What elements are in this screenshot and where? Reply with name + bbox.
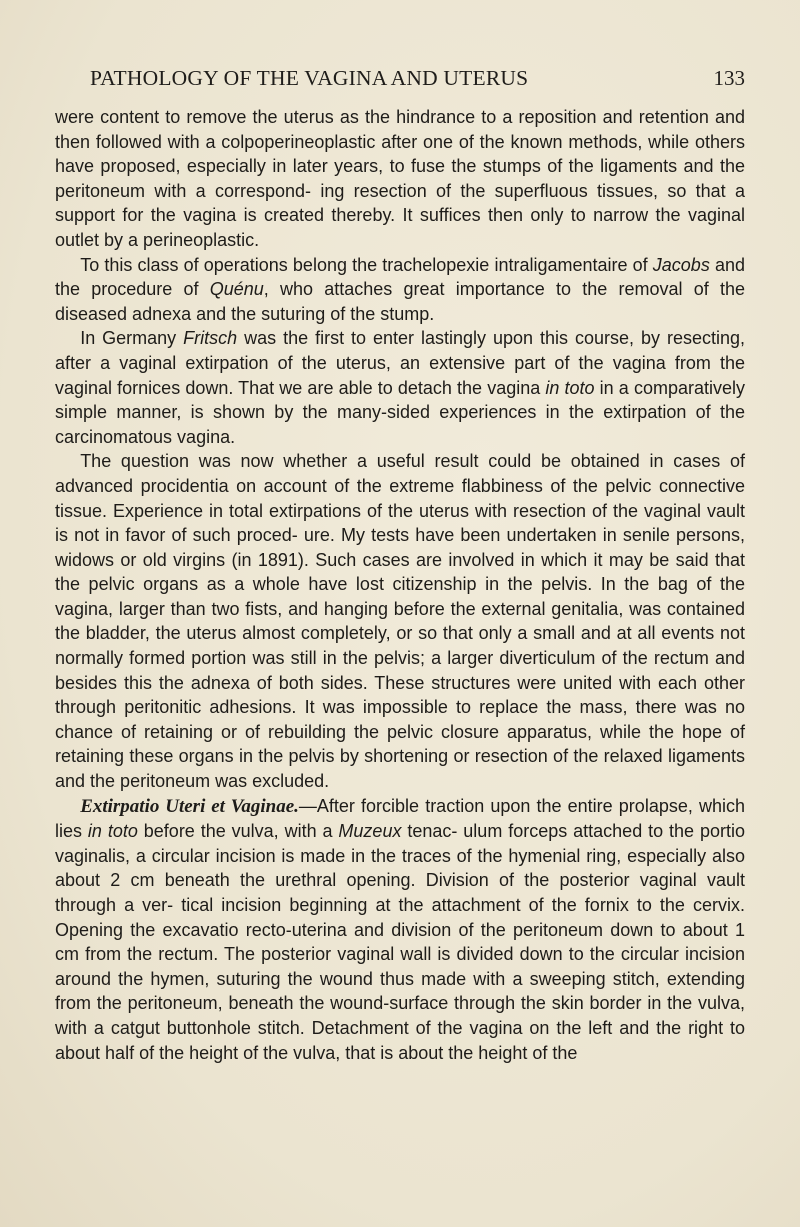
author-jacobs: Jacobs (652, 254, 710, 275)
page-header (90, 66, 745, 96)
running-title: PATHOLOGY OF THE VAGINA AND UTERUS (90, 66, 529, 90)
paragraph-3-text-3: in a comparatively simple manner, is shown by the many-sided experiences in the extirpation of the carcinomatous vagina. (55, 377, 745, 447)
paragraph-5-text-2: before the vulva, with a (137, 821, 339, 842)
phrase-in-toto: in toto (545, 377, 595, 398)
phrase-in-toto-2: in toto (87, 821, 138, 842)
paragraph-1: were content to remove the uterus as the hindrance to a reposition and retention and then followed with a colpoperineoplastic after one of the known methods, while others have proposed, especially in later years, to fuse the stumps of the ligaments and the peritoneum with a correspond- ing resection of the superfluous tissues, so that a support for the vagina is created thereby. It suffices then only to narrow the vaginal outlet by a perineoplastic. (55, 107, 745, 250)
paragraph-3-text-1: In Germany (80, 328, 184, 349)
paragraph-4: The question was now whether a useful result could be obtained in cases of advanced procidentia on account of the extreme flabbiness of the pelvic connective tissue. Experience in total extirpations of the uterus with resection of the vaginal vault is not in favor of such proced- ure. My tests have been undertaken in senile persons, widows or old virgins (in 1891). Such cases are involved in which it may be said that the pelvic organs as a whole have lost citizenship in the pelvis. In the bag of the vagina, larger than two fists, and hanging before the external genitalia, was contained the bladder, the uterus almost completely, or so that only a small and at all events not normally formed portion was still in the pelvis; a larger diverticulum of the rectum and besides this the adnexa of both sides. These structures were united with each other through peritonitic adhesions. It was impossible to replace the mass, there was no chance of retaining or of rebuilding the pelvic closure apparatus, while the hope of retaining these organs in the pelvis by shortening or resection of the relaxed ligaments and the peritoneum was excluded. (55, 451, 745, 792)
author-muzeux: Muzeux (338, 821, 402, 842)
page-number: 133 (713, 66, 745, 90)
paragraph-5 (55, 794, 745, 1066)
section-heading: Extirpatio Uteri et Vaginae. (80, 795, 299, 817)
paragraph-5-text-3: tenac- ulum forceps attached to the portio vaginalis, a circular incision is made in the traces of the hymenial ring, especially also about 2 cm beneath the urethral opening. Division of the posterior vaginal vault through a ver- tical incision beginning at the attachment of the fornix to the cervix. Opening the excavatio recto-uterina and division of the peritoneum down to about 1 cm from the rectum. The posterior vaginal wall is divided down to the circular incision around the hymen, suturing the wound thus made with a sweeping stitch, extending from the peritoneum, beneath the wound-surface through the skin border in the vulva, with a catgut buttonhole stitch. Detachment of the vagina on the left and the right to about half of the height of the vulva, that is about the height of the (55, 821, 745, 1063)
paragraph-2-text-3: , who attaches great importance to the removal of the diseased adnexa and the suturing of the stump. (55, 279, 745, 324)
author-quenu: Quénu (209, 279, 264, 300)
paragraph-2-text-2: and the procedure of (55, 254, 745, 300)
body-text (55, 105, 745, 1065)
paragraph-3 (55, 326, 745, 449)
paragraph-2-text-1: To this class of operations belong the trachelopexie intraligamentaire of (80, 254, 653, 275)
author-fritsch: Fritsch (183, 328, 238, 349)
paragraph-5-text-1: —After forcible traction upon the entire prolapse, which lies (55, 795, 745, 842)
paragraph-3-text-2: was the first to enter lastingly upon this course, by resecting, after a vaginal extirpation of the uterus, an extensive part of the vagina from the vaginal fornices down. That we are able to detach the vagina (55, 328, 745, 398)
paragraph-2 (55, 253, 745, 327)
